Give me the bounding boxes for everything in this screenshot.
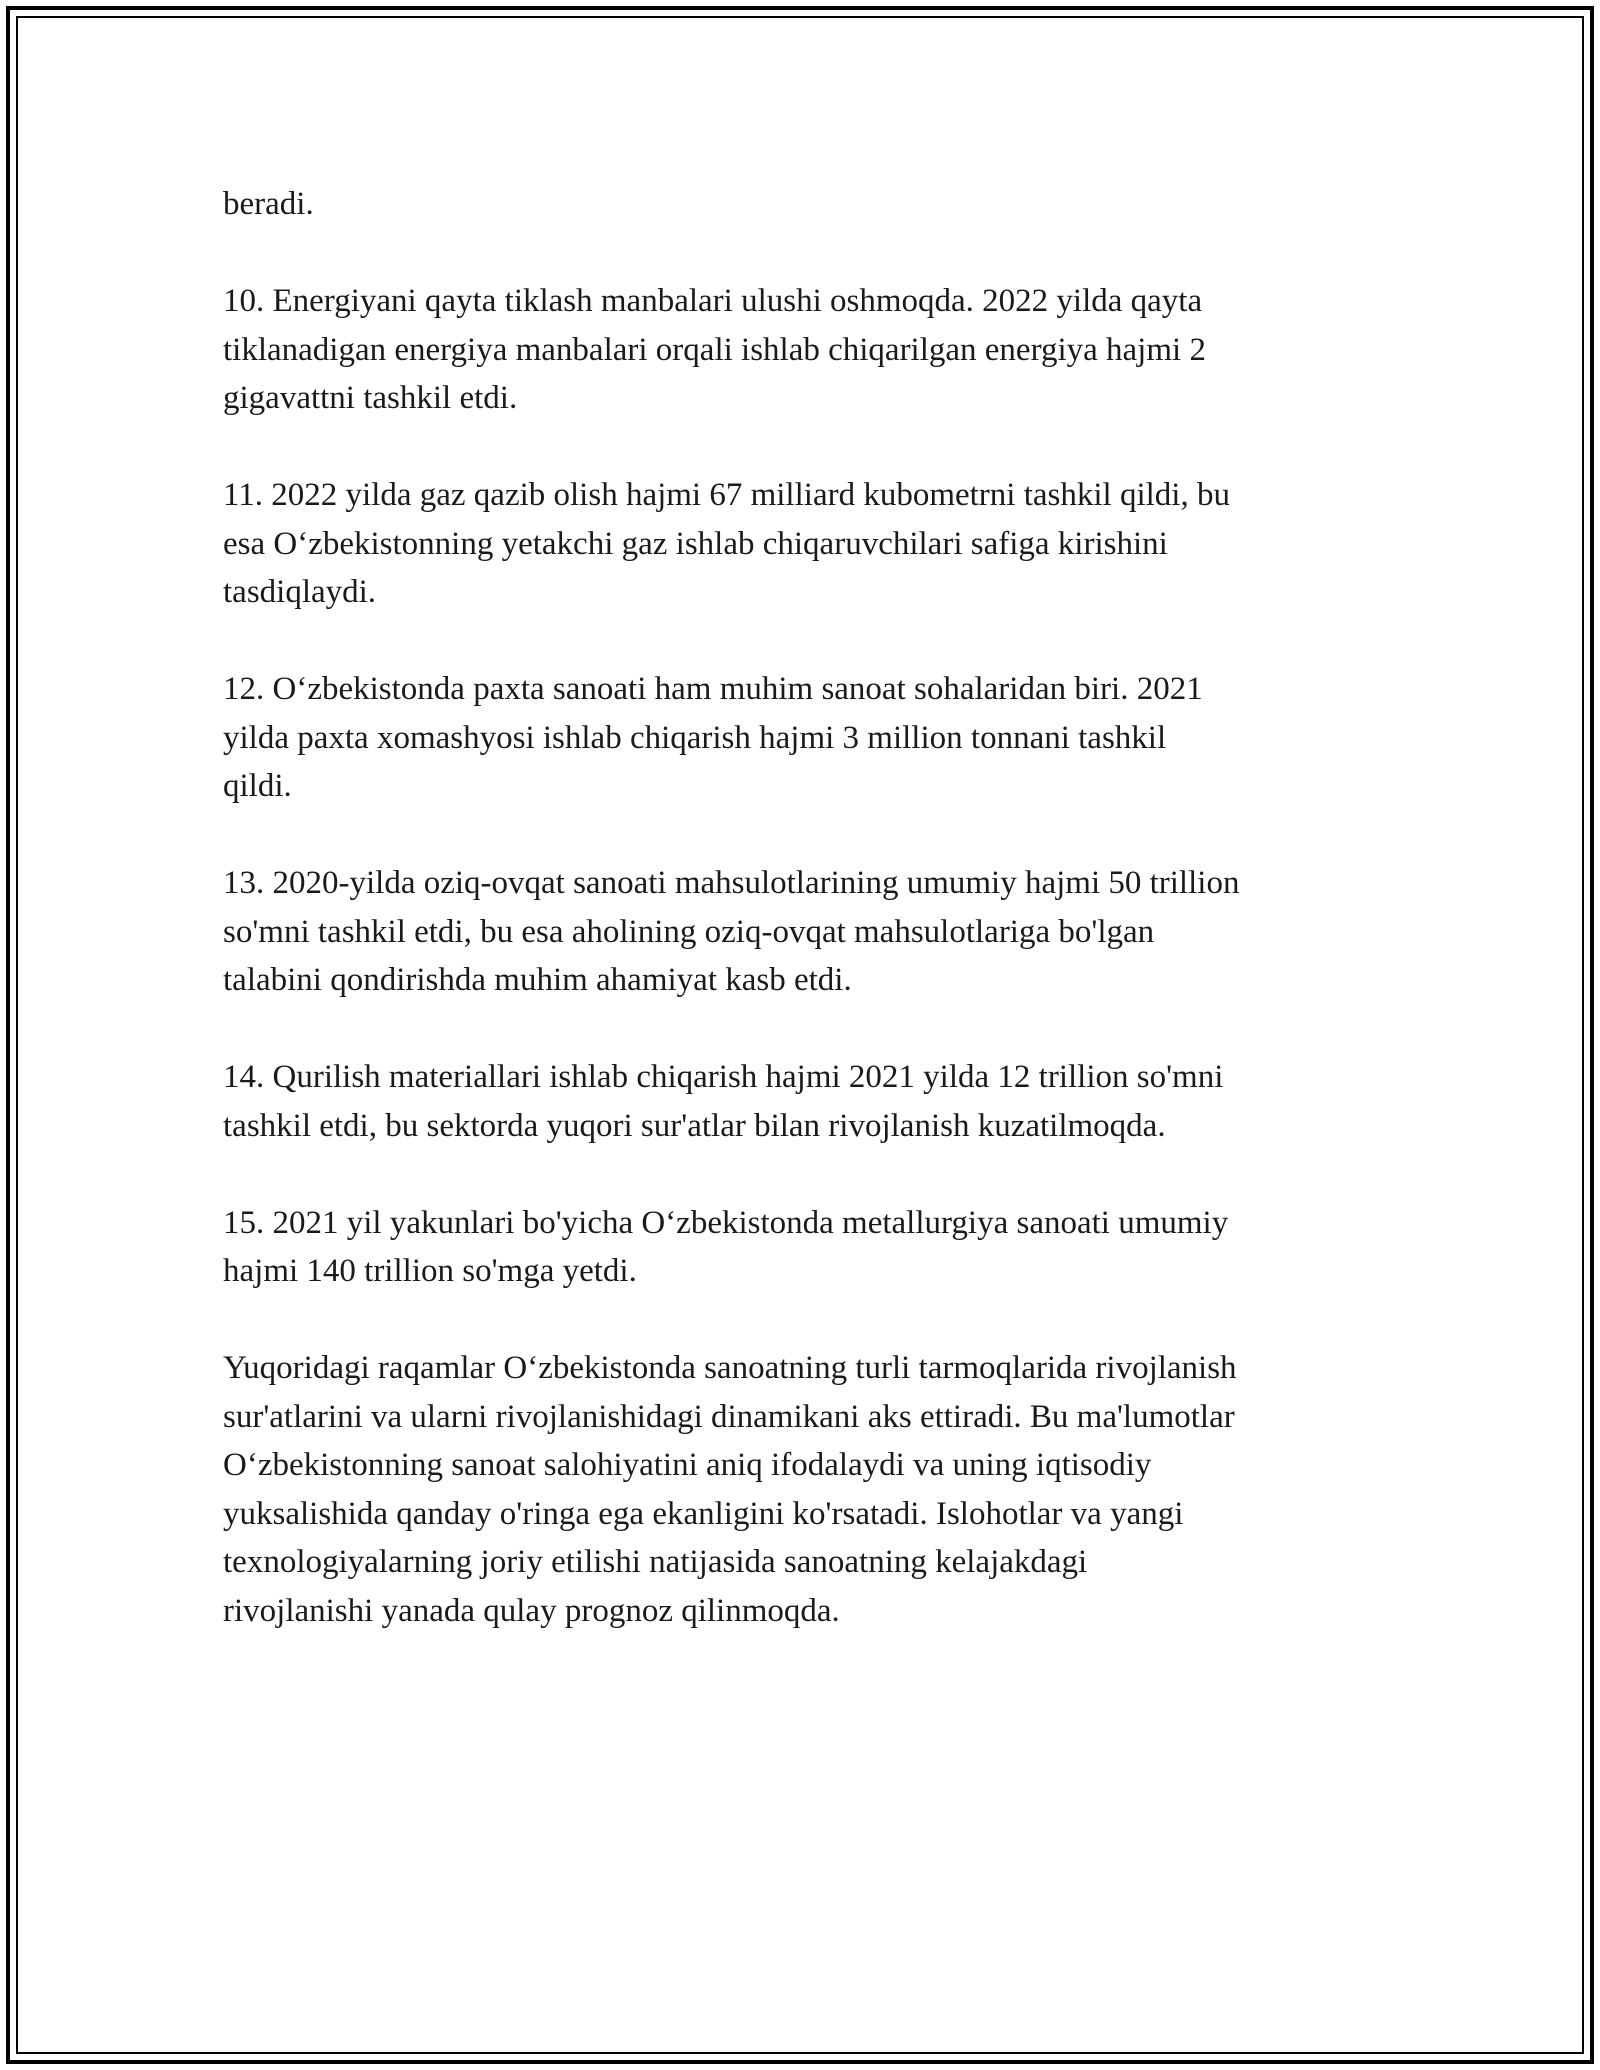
paragraph-continuation: beradi.: [223, 186, 314, 222]
paragraph-item-11: 11. 2022 yilda gaz qazib olish hajmi 67 milliard kubometrni tashkil qildi, bu esa O‘zbekistonning yetakchi gaz ishlab chiqaruvchilari safiga kirishini tasdiqlaydi.: [223, 477, 1230, 610]
paragraph-item-15: 15. 2021 yil yakunlari bo'yicha O‘zbekistonda metallurgiya sanoati umumiy hajmi 140 trillion so'mga yetdi.: [223, 1204, 1229, 1289]
document-body: [223, 180, 1383, 1635]
paragraph-item-14: 14. Qurilish materiallari ishlab chiqarish hajmi 2021 yilda 12 trillion so'mni tashkil etdi, bu sektorda yuqori sur'atlar bilan rivojlanish kuzatilmoqda.: [223, 1059, 1224, 1144]
paragraph-item-12: 12. O‘zbekistonda paxta sanoati ham muhim sanoat sohalaridan biri. 2021 yilda paxta xomashyosi ishlab chiqarish hajmi 3 million tonnani tashkil qildi.: [223, 671, 1203, 804]
paragraph-conclusion: Yuqoridagi raqamlar O‘zbekistonda sanoatning turli tarmoqlarida rivojlanish sur'atlarini va ularni rivojlanishidagi dinamikani aks ettiradi. Bu ma'lumotlar O‘zbekistonning sanoat salohiyatini aniq ifodalaydi va uning iqtisodiy yuksalishida qanday o'ringa ega ekanligini ko'rsatadi. Islohotlar va yangi texnologiyalarning joriy etilishi natijasida sanoatning kelajakdagi rivojlanishi yanada qulay prognoz qilinmoqda.: [223, 1350, 1237, 1629]
paragraph-item-10: 10. Energiyani qayta tiklash manbalari ulushi oshmoqda. 2022 yilda qayta tiklanadigan energiya manbalari orqali ishlab chiqarilgan energiya hajmi 2 gigavattni tashkil etdi.: [223, 283, 1206, 416]
paragraph-item-13: 13. 2020-yilda oziq-ovqat sanoati mahsulotlarining umumiy hajmi 50 trillion so'mni tashkil etdi, bu esa aholining oziq-ovqat mahsulotlariga bo'lgan talabini qondirishda muhim ahamiyat kasb etdi.: [223, 865, 1240, 998]
